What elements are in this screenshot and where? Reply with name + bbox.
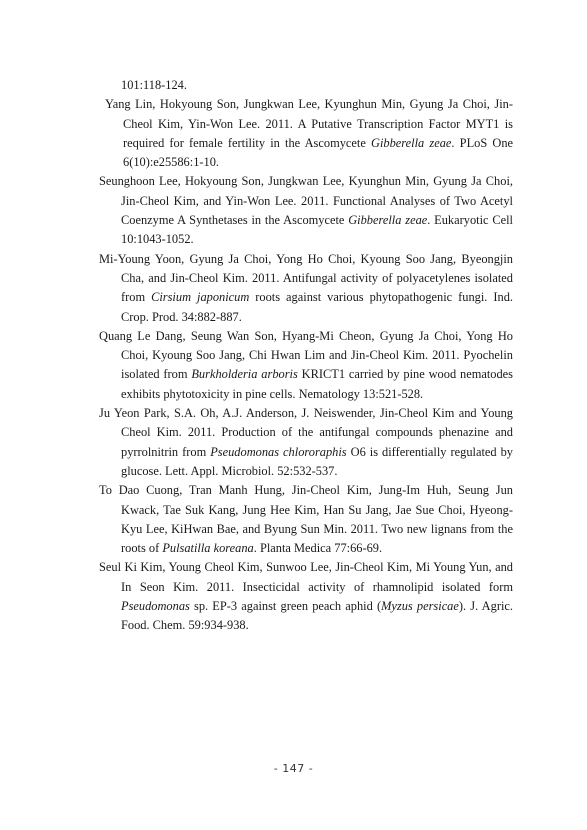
reference-text: O6 is differentially regulated by glucose. Lett. Appl. Microbiol. 52:532-537. (121, 444, 513, 478)
reference-text: ). J. Agric. Food. Chem. 59:934-938. (121, 599, 513, 633)
reference-text: sp. EP-3 against green peach aphid ( (189, 599, 382, 614)
reference-entry (99, 250, 513, 327)
reference-text: Ju Yeon Park, S.A. Oh, A.J. Anderson, J. Neiswender, Jin-Cheol Kim and Young Cheol Kim. 2011. Production of the antifungal compounds phenazine and pyrrolnitrin from (99, 406, 513, 459)
reference-text: 101:118-124. (121, 78, 187, 92)
species-name-italic: Pseudomonas (121, 599, 190, 614)
species-name-italic: Gibberella zeae (371, 135, 452, 150)
species-name-italic: Pseudomonas chlororaphis (210, 444, 347, 459)
reference-text: Seul Ki Kim, Young Cheol Kim, Sunwoo Lee, Jin-Cheol Kim, Mi Young Yun, and In Seon Kim. 2011. Insecticidal activity of rhamnolipid isolated form (99, 560, 513, 594)
reference-entry (99, 172, 513, 249)
reference-text: To Dao Cuong, Tran Manh Hung, Jin-Cheol Kim, Jung-Im Huh, Seung Jun Kwack, Tae Suk Kang, Jung Hee Kim, Han Su Jang, Jae Sue Choi, Hyeong-Kyu Lee, KiHwan Bae, and Byung Sun Min. 2011. Two new lignans from the roots of (99, 483, 513, 556)
species-name-italic: Cirsium japonicum (151, 290, 250, 305)
species-name-italic: Gibberella zeae (348, 213, 428, 228)
reference-entry (99, 327, 513, 404)
page-number: - 147 - (273, 762, 314, 775)
reference-continuation (99, 76, 513, 95)
reference-text: Seunghoon Lee, Hokyoung Son, Jungkwan Lee, Kyunghun Min, Gyung Ja Choi, Jin-Cheol Kim, and Yin-Won Lee. 2011. Functional Analyses of Two Acetyl Coenzyme A Synthetases in the Ascomycete (99, 174, 513, 228)
reference-text: Mi-Young Yoon, Gyung Ja Choi, Yong Ho Choi, Kyoung Soo Jang, Byeongjin Cha, and Jin-Cheol Kim. 2011. Antifungal activity of polyacetylenes isolated from (99, 251, 513, 305)
reference-text: Yang Lin, Hokyoung Son, Jungkwan Lee, Kyunghun Min, Gyung Ja Choi, Jin-Cheol Kim, Yin-Won Lee. 2011. A Putative Transcription Factor MYT1 is required for female fertility in the Ascomycete (105, 97, 513, 150)
species-name-italic: Burkholderia arboris (191, 367, 298, 382)
reference-entry (99, 404, 513, 481)
reference-entry (99, 481, 513, 558)
reference-text: roots against various phytopathogenic fungi. Ind. Crop. Prod. 34:882-887. (121, 290, 514, 324)
reference-list (99, 76, 513, 636)
reference-text: . PLoS One 6(10):e25586:1-10. (123, 135, 514, 170)
species-name-italic: Myzus persicae (381, 599, 459, 614)
reference-text: Quang Le Dang, Seung Wan Son, Hyang-Mi Cheon, Gyung Ja Choi, Yong Ho Choi, Kyoung Soo Jang, Chi Hwan Lim and Jin-Cheol Kim. 2011. Pyochelin isolated from (99, 328, 513, 382)
reference-text: . Planta Medica 77:66-69. (253, 541, 383, 556)
reference-text: . Eukaryotic Cell 10:1043-1052. (121, 213, 513, 247)
reference-entry (99, 95, 513, 172)
reference-entry (99, 558, 513, 635)
species-name-italic: Pulsatilla koreana (162, 541, 254, 556)
reference-text: KRICT1 carried by pine wood nematodes exhibits phytotoxicity in pine cells. Nematology 13:521-528. (121, 367, 513, 401)
